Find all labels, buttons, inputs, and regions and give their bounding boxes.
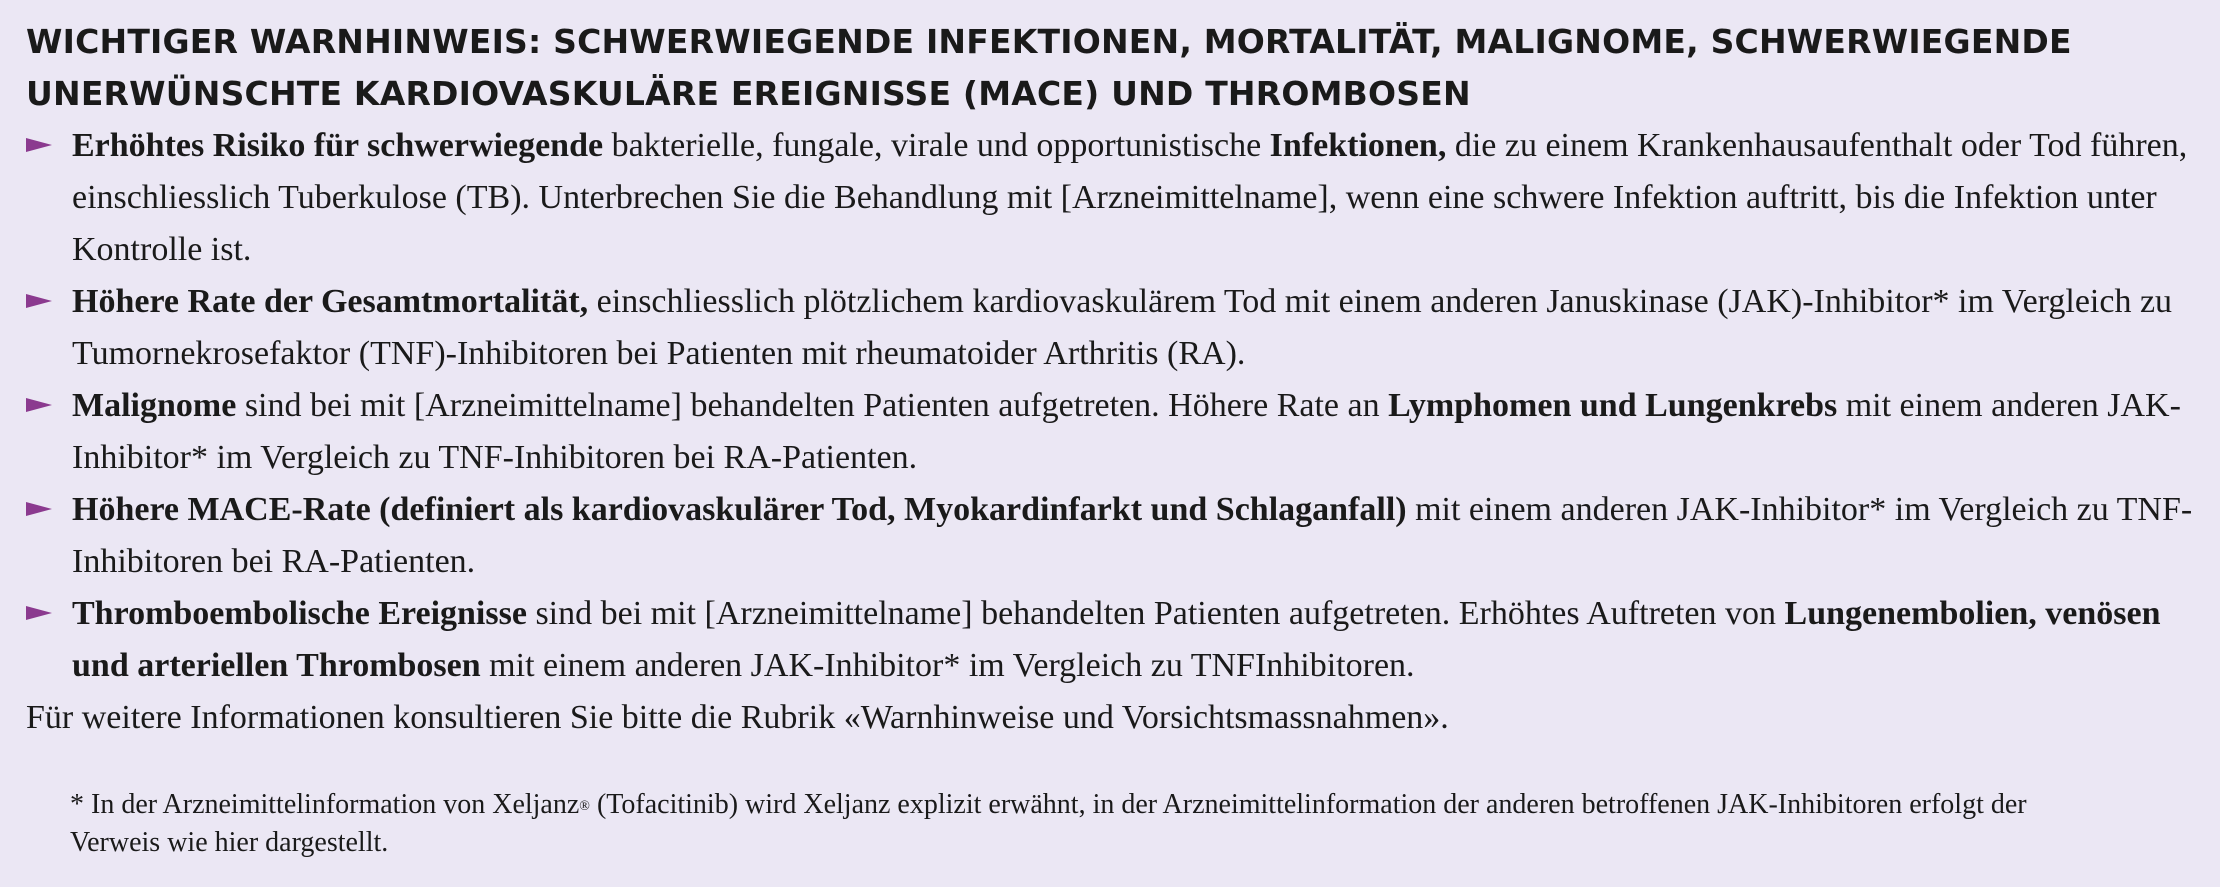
arrow-bullet-icon bbox=[26, 398, 52, 412]
arrow-bullet-icon bbox=[26, 294, 52, 308]
footnote bbox=[70, 786, 2070, 862]
warning-bullet-list bbox=[26, 120, 2194, 692]
text-segment: mit einem anderen JAK-Inhibitor* im Vergleich zu TNF-Inhibitoren bei RA-Patienten. bbox=[72, 491, 2193, 580]
registered-mark: ® bbox=[579, 799, 590, 814]
bold-text-segment: Lungenembolien, venösen und arteriellen Thrombosen bbox=[72, 595, 2161, 684]
text-segment: die zu einem Krankenhausaufenthalt oder Tod führen, einschliesslich Tuberkulose (TB). Unterbrechen Sie die Behandlung mit [Arzneimittelname], wenn eine schwere Infektion auftritt, bis die Infektion unter Kontrolle ist. bbox=[72, 127, 2188, 268]
arrow-bullet-icon bbox=[26, 606, 52, 620]
warning-bullet-item bbox=[26, 276, 2194, 380]
bold-text-segment: Höhere MACE-Rate (definiert als kardiovaskulärer Tod, Myokardinfarkt und Schlaganfall) bbox=[72, 491, 1407, 528]
warning-title bbox=[26, 16, 2194, 120]
bold-text-segment: Lymphomen und Lungenkrebs bbox=[1388, 387, 1838, 424]
footnote-text-post: (Tofacitinib) wird Xeljanz explizit erwähnt, in der Arzneimittelinformation der anderen betroffenen JAK-Inhibitoren erfolgt der Verweis wie hier dargestellt. bbox=[70, 789, 2027, 858]
warning-title-line-2: UNERWÜNSCHTE KARDIOVASKULÄRE EREIGNISSE (MACE) UND THROMBOSEN bbox=[26, 74, 1471, 113]
bold-text-segment: Malignome bbox=[72, 387, 237, 424]
more-info-text: Für weitere Informationen konsultieren Sie bitte die Rubrik «Warnhinweise und Vorsichtsmassnahmen». bbox=[26, 699, 1449, 736]
bold-text-segment: Thromboembolische Ereignisse bbox=[72, 595, 527, 632]
footnote-star: * bbox=[70, 789, 91, 820]
warning-bullet-item bbox=[26, 380, 2194, 484]
warning-bullet-item bbox=[26, 588, 2194, 692]
text-segment: sind bei mit [Arzneimittelname] behandelten Patienten aufgetreten. Höhere Rate an bbox=[236, 387, 1389, 424]
text-segment: bakterielle, fungale, virale und opportunistische bbox=[603, 127, 1270, 164]
warning-bullet-item bbox=[26, 120, 2194, 276]
bold-text-segment: Infektionen, bbox=[1269, 127, 1447, 164]
footnote-text-pre: In der Arzneimittelinformation von Xeljanz bbox=[91, 789, 580, 820]
text-segment: sind bei mit [Arzneimittelname] behandelten Patienten aufgetreten. Erhöhtes Auftreten von bbox=[526, 595, 1785, 632]
warning-title-line-1: WICHTIGER WARNHINWEIS: SCHWERWIEGENDE INFEKTIONEN, MORTALITÄT, MALIGNOME, SCHWERWIEGENDE bbox=[26, 22, 2072, 61]
bold-text-segment: Erhöhtes Risiko für schwerwiegende bbox=[72, 127, 604, 164]
text-segment: mit einem anderen JAK-Inhibitor* im Vergleich zu TNF-Inhibitoren bei RA-Patienten. bbox=[72, 387, 2181, 476]
text-segment: einschliesslich plötzlichem kardiovaskulärem Tod mit einem anderen Januskinase (JAK)-Inhibitor* im Vergleich zu Tumornekrosefaktor (TNF)-Inhibitoren bei Patienten mit rheumatoider Arthritis (RA). bbox=[72, 283, 2173, 372]
arrow-bullet-icon bbox=[26, 138, 52, 152]
text-segment: mit einem anderen JAK-Inhibitor* im Vergleich zu TNFInhibitoren. bbox=[480, 647, 1415, 684]
arrow-bullet-icon bbox=[26, 502, 52, 516]
bold-text-segment: Höhere Rate der Gesamtmortalität, bbox=[72, 283, 589, 320]
warning-bullet-item bbox=[26, 484, 2194, 588]
